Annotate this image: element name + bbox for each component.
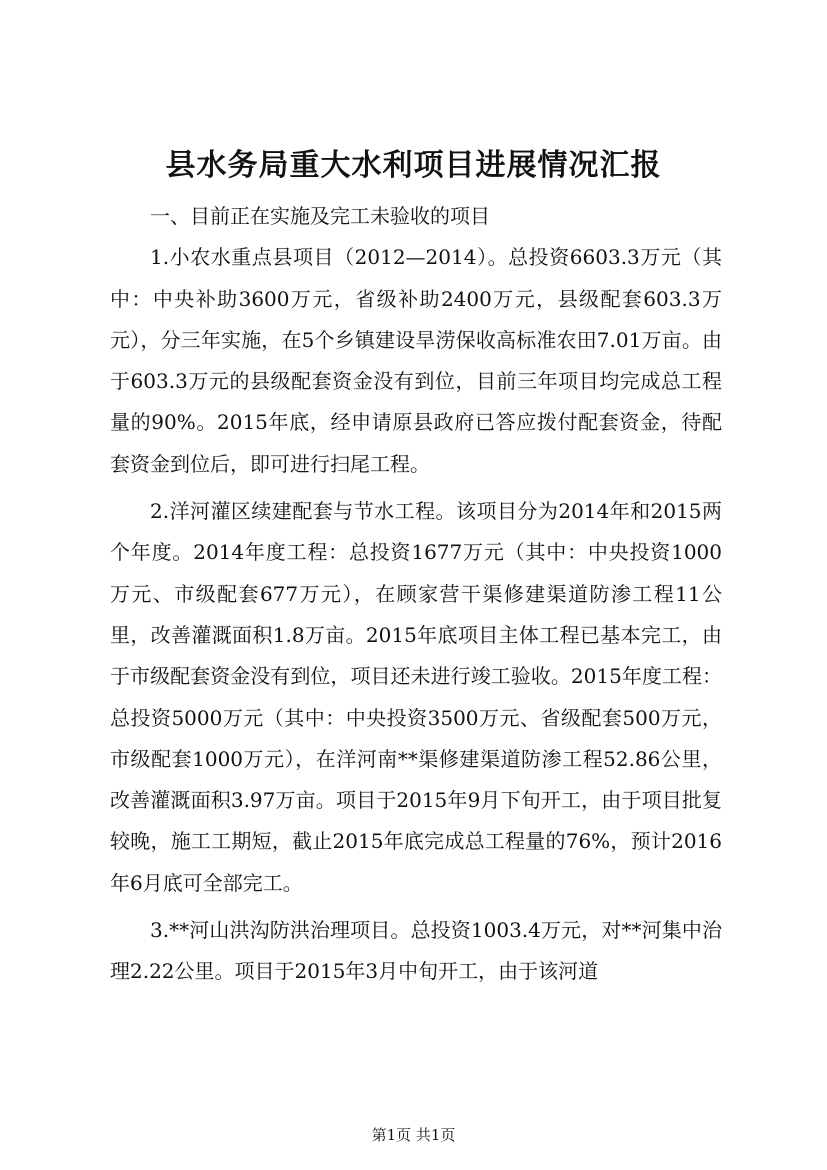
document-body bbox=[110, 196, 722, 993]
paragraph-project-1: 1.小农水重点县项目（2012—2014）。总投资6603.3万元（其中：中央补助3600万元，省级补助2400万元，县级配套603.3万元），分三年实施，在5个乡镇建设旱涝保收高标准农田7.01万亩。由于603.3万元的县级配套资金没有到位，目前三年项目均完成总工程量的90%。2015年底，经申请原县政府已答应拨付配套资金，待配套资金到位后，即可进行扫尾工程。 bbox=[110, 245, 722, 476]
document-title: 县水务局重大水利项目进展情况汇报 bbox=[165, 148, 662, 183]
paragraph-project-3: 3.**河山洪沟防洪治理项目。总投资1003.4万元，对**河集中治理2.22公里。项目于2015年3月中旬开工，由于该河道 bbox=[110, 918, 722, 984]
page-footer: 第1页 共1页 bbox=[371, 1126, 456, 1144]
paragraph-project-2: 2.洋河灌区续建配套与节水工程。该项目分为2014年和2015两个年度。2014年度工程：总投资1677万元（其中：中央投资1000万元、市级配套677万元），在顾家营干渠修建渠道防渗工程11公里，改善灌溉面积1.8万亩。2015年底项目主体工程已基本完工，由于市级配套资金没有到位，项目还未进行竣工验收。2015年度工程：总投资5000万元（其中：中央投资3500万元、省级配套500万元，市级配套1000万元），在洋河南**渠修建渠道防渗工程52.86公里，改善灌溉面积3.97万亩。项目于2015年9月下旬开工，由于项目批复较晚，施工工期短，截止2015年底完成总工程量的76%，预计2016年6月底可全部完工。 bbox=[110, 499, 722, 895]
section-heading: 一、目前正在实施及完工未验收的项目 bbox=[150, 204, 490, 228]
